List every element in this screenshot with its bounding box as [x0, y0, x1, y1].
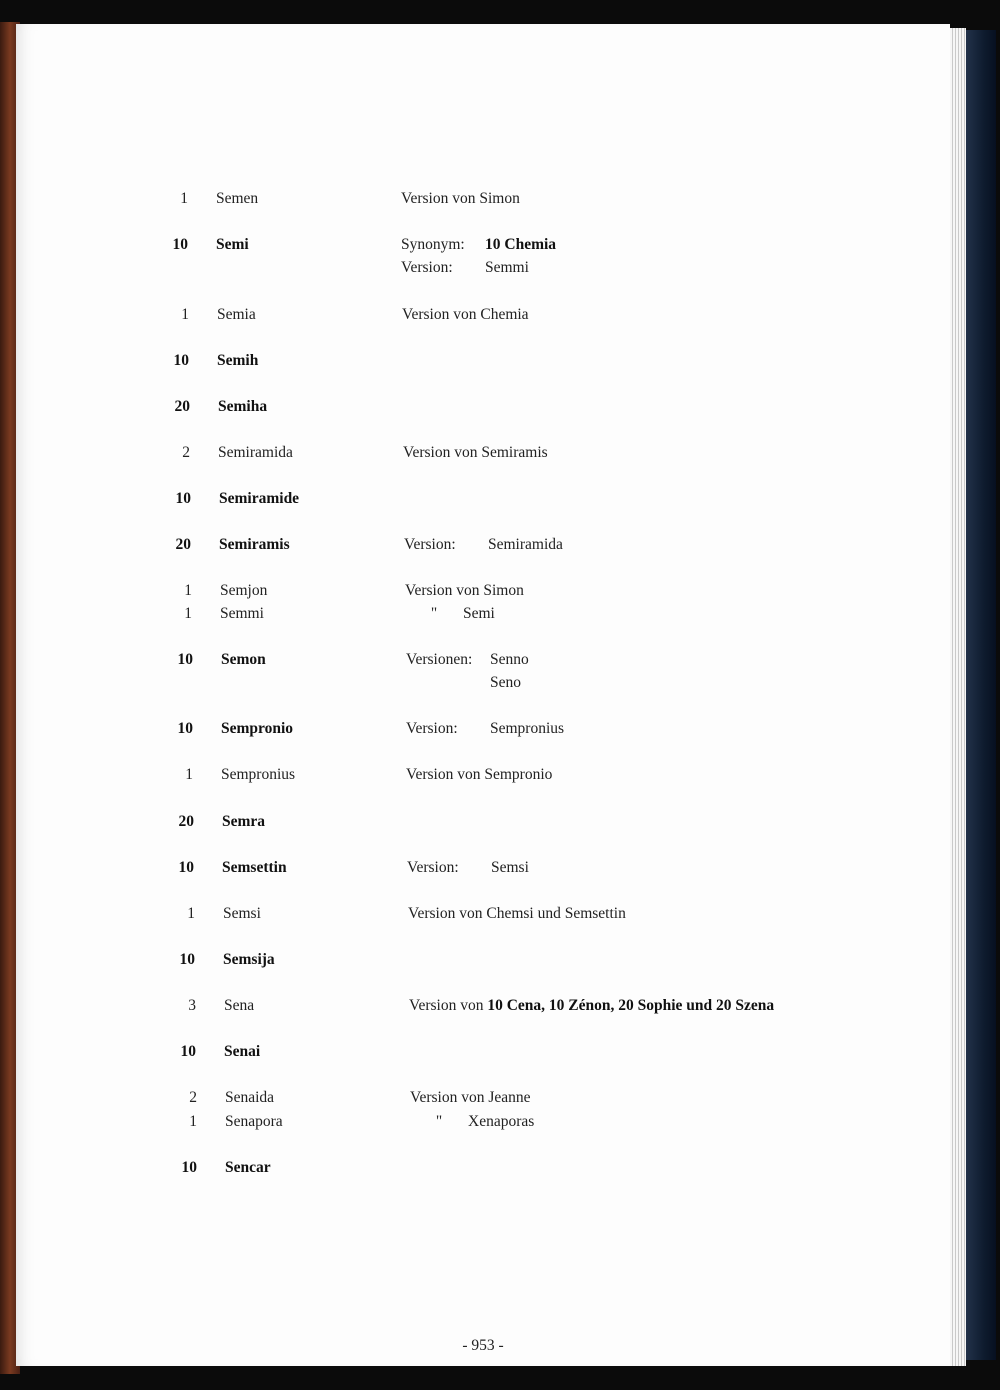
entry-weight: 2 — [182, 444, 190, 461]
list-entry — [16, 233, 950, 276]
entry-weight: 1 — [181, 306, 189, 323]
entry-name: Sempronius — [221, 766, 296, 783]
entry-name: Sempronio — [221, 720, 294, 737]
entry-description — [403, 441, 548, 465]
description-value: Seno — [490, 674, 521, 691]
entry-name: Semiramida — [218, 444, 293, 461]
entry-name: Senapora — [225, 1113, 283, 1130]
entry-weight: 10 — [172, 236, 188, 253]
list-entry — [16, 994, 950, 1018]
list-entry — [16, 441, 950, 465]
entry-description — [406, 648, 529, 672]
description-label: Versionen: — [406, 651, 473, 668]
entry-name: Semra — [222, 813, 266, 830]
list-entry — [16, 187, 950, 211]
entry-description — [401, 256, 529, 280]
list-entry — [16, 1086, 950, 1110]
description-text: Version von Simon — [401, 190, 520, 207]
list-entry — [16, 948, 950, 972]
entry-weight: 10 — [178, 859, 194, 876]
description-label: Version: — [404, 536, 456, 553]
entry-name: Semiramide — [219, 490, 300, 507]
entry-description — [408, 902, 626, 926]
description-label: Synonym: — [401, 236, 465, 253]
entry-weight: 1 — [184, 605, 192, 622]
description-value: Senno — [490, 651, 529, 668]
entry-description — [401, 233, 556, 257]
entry-description — [405, 602, 495, 626]
description-text: Version von Chemia — [402, 306, 529, 323]
entry-name: Senaida — [225, 1089, 275, 1106]
entry-name: Semih — [217, 352, 259, 369]
entry-weight: 10 — [173, 352, 189, 369]
page-number: - 953 - — [462, 1337, 504, 1354]
list-entry — [16, 648, 950, 691]
list-entry — [16, 303, 950, 327]
description-reference: 10 Cena, 10 Zénon, 20 Sophie und 20 Szena — [487, 997, 775, 1014]
entry-description — [410, 1110, 534, 1134]
description-text: Version von Jeanne — [410, 1089, 531, 1106]
entry-weight: 10 — [179, 951, 195, 968]
entry-weight: 20 — [174, 398, 190, 415]
entry-name: Semiramis — [219, 536, 290, 553]
entry-weight: 20 — [178, 813, 194, 830]
description-prefix: Version von — [409, 997, 484, 1014]
description-text: Version von Sempronio — [406, 766, 553, 783]
list-entry — [16, 349, 950, 373]
entry-description — [409, 994, 774, 1018]
entry-name: Sena — [224, 997, 255, 1014]
entry-description — [402, 303, 529, 327]
entry-description — [410, 1086, 531, 1110]
ditto-mark: " — [430, 605, 438, 622]
entry-name: Semia — [217, 306, 256, 323]
entry-weight: 10 — [180, 1043, 196, 1060]
list-entry — [16, 395, 950, 419]
entry-name: Sencar — [225, 1159, 271, 1176]
entry-name: Senai — [224, 1043, 261, 1060]
description-value: Semiramida — [488, 536, 563, 553]
entry-weight: 10 — [177, 720, 193, 737]
entry-name: Semi — [216, 236, 249, 253]
entry-name: Semon — [221, 651, 266, 668]
entry-weight: 10 — [181, 1159, 197, 1176]
entry-weight: 2 — [189, 1089, 197, 1106]
list-entry — [16, 810, 950, 834]
list-entry — [16, 1040, 950, 1064]
entry-description — [406, 763, 552, 787]
list-entry — [16, 579, 950, 603]
description-text: Version von Chemsi und Semsettin — [408, 905, 626, 922]
list-entry — [16, 763, 950, 787]
entry-weight: 3 — [188, 997, 196, 1014]
description-text: Version von Semiramis — [403, 444, 548, 461]
entry-description — [407, 856, 529, 880]
description-value: Sempronius — [490, 720, 565, 737]
entry-weight: 1 — [189, 1113, 197, 1130]
description-label: Version: — [401, 259, 453, 276]
list-entry — [16, 602, 950, 626]
entry-name: Semjon — [220, 582, 268, 599]
entry-weight: 1 — [185, 766, 193, 783]
list-entry — [16, 902, 950, 926]
list-entry — [16, 533, 950, 557]
description-value: Semmi — [485, 259, 529, 276]
description-text: Version von Simon — [405, 582, 524, 599]
entry-name: Semen — [216, 190, 259, 207]
list-entry — [16, 1156, 950, 1180]
entry-description — [404, 533, 563, 557]
list-entry — [16, 856, 950, 880]
entry-description — [401, 187, 520, 211]
description-label: Version: — [406, 720, 458, 737]
description-value: Semi — [463, 605, 495, 622]
entry-description — [405, 579, 524, 603]
book-cover-right — [966, 30, 996, 1360]
entry-description — [406, 671, 521, 695]
entry-weight: 1 — [187, 905, 195, 922]
entry-weight: 10 — [177, 651, 193, 668]
description-value: Semsi — [491, 859, 529, 876]
entry-weight: 20 — [175, 536, 191, 553]
list-entry — [16, 1110, 950, 1134]
entry-name: Semsija — [223, 951, 275, 968]
book-page — [16, 24, 950, 1366]
description-label: Version: — [407, 859, 459, 876]
ditto-mark: " — [435, 1113, 443, 1130]
entry-weight: 10 — [175, 490, 191, 507]
list-entry — [16, 487, 950, 511]
entry-name: Semsettin — [222, 859, 287, 876]
entry-description — [406, 717, 564, 741]
entry-name: Semmi — [220, 605, 264, 622]
entry-weight: 1 — [184, 582, 192, 599]
entry-weight: 1 — [180, 190, 188, 207]
description-value: Xenaporas — [468, 1113, 535, 1130]
description-value: 10 Chemia — [485, 236, 557, 253]
list-entry — [16, 717, 950, 741]
entry-name: Semiha — [218, 398, 268, 415]
entry-name: Semsi — [223, 905, 261, 922]
